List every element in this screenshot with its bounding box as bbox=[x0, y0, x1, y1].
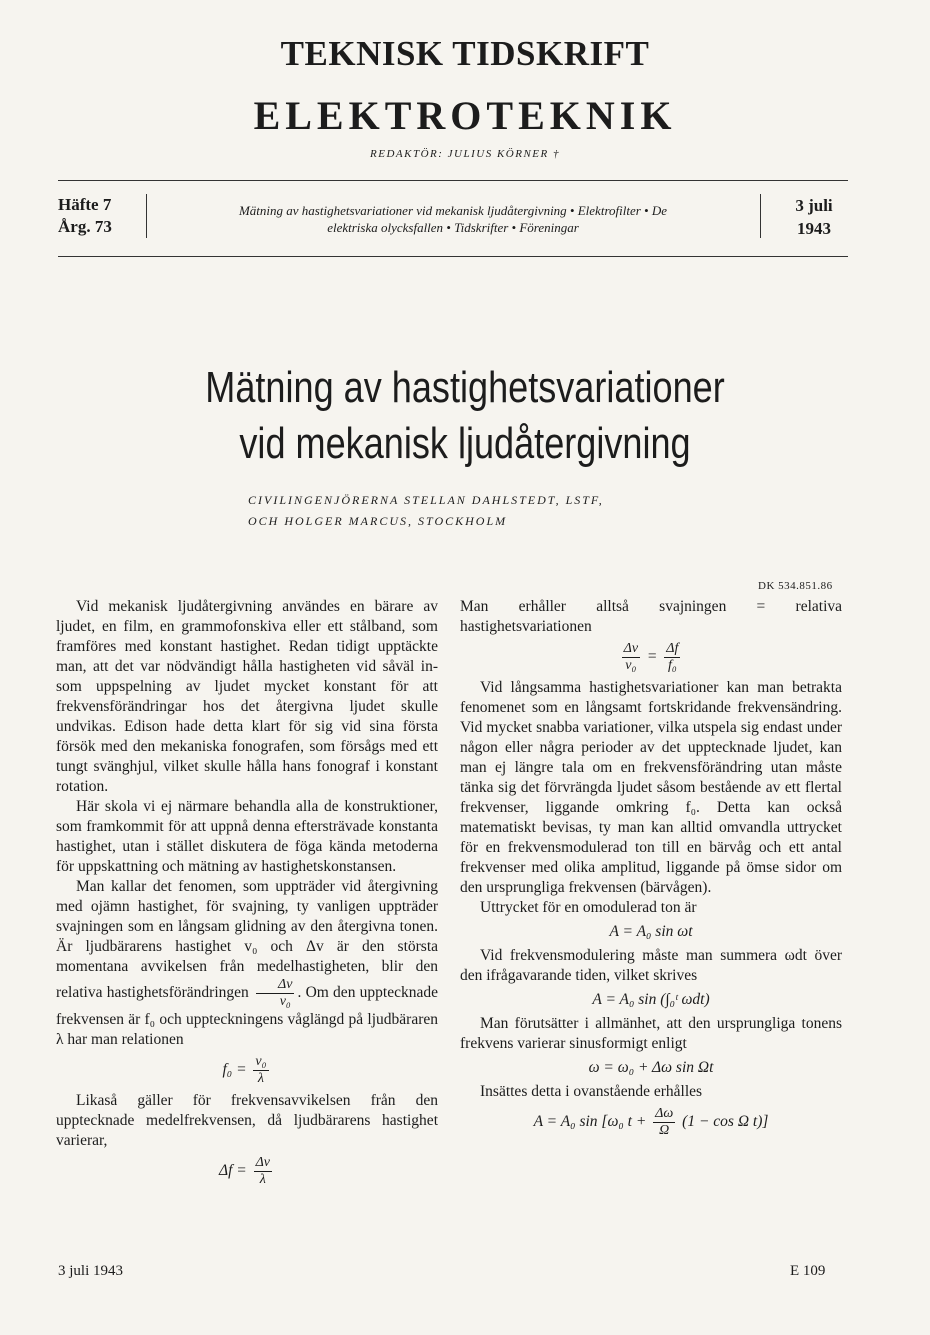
editor-line: REDAKTÖR: JULIUS KÖRNER † bbox=[370, 148, 560, 160]
paragraph-text: Man kallar det fenomen, som uppträder vid återgivning med ojämn hastighet, för svajning, ty vanligen uppträder svajningen som en långsam glidning av den återgivna tonen. Är ljudbärarens hastighet v₀ och Δv är den största momentana avvikelsen från medelhastigheten, blir den relativa hastighetsförändringen bbox=[56, 878, 438, 1002]
equation-fraction bbox=[253, 1054, 268, 1087]
paragraph: Vid frekvensmodulering måste man summera ωdt över den ifrågavarande tiden, vilket skrives bbox=[460, 947, 842, 984]
issue-contents bbox=[158, 202, 748, 236]
paragraph-text: . Om den upptecknade frekvensen är f₀ och uppteckningens våglängd på ljudbäraren λ har man relationen bbox=[56, 984, 439, 1048]
fraction-numerator: Δv bbox=[256, 977, 294, 994]
header-rule-top bbox=[58, 180, 848, 181]
inline-fraction bbox=[256, 977, 294, 1010]
divider-right bbox=[760, 194, 761, 238]
equation-fraction bbox=[254, 1155, 272, 1188]
fraction-denominator: f₀ bbox=[667, 658, 677, 673]
issue-line-1: Häfte 7 bbox=[58, 195, 112, 214]
equation: ω = ω₀ + Δω sin Ωt bbox=[588, 1059, 714, 1076]
contents-line-1: Mätning av hastighetsvariationer vid mekanisk ljudåtergivning • Elektrofilter • De bbox=[238, 203, 668, 218]
paragraph: Uttrycket för en omodulerad ton är bbox=[480, 899, 697, 916]
fraction-numerator: v₀ bbox=[255, 1054, 267, 1069]
equation bbox=[460, 1106, 842, 1139]
authors-line-2: OCH HOLGER MARCUS, STOCKHOLM bbox=[248, 514, 508, 528]
article-title bbox=[84, 360, 847, 472]
paragraph: Man förutsätter i allmänhet, att den ursprungliga tonens frekvens varierar sinusformigt enligt bbox=[460, 1015, 842, 1052]
paragraph: Vid mekanisk ljudåtergivning användes en bärare av ljudet, en film, en grammofonskiva eller ett stålband, som framföres med konstant hastighet. Redan tidigt upptäckte man, att det var nödvändigt hålla hastigheten vid såväl in- som uppspelning av ljudet mycket konstant för att frekvensförändringar hos det återgivna ljudet skulle undvikas. Edison hade detta klart för sig vid sina första försök med den mekaniska fonografen, som försågs med ett tungt svänghjul, vilket skulle hålla hans fonograf i konstant rotation. bbox=[56, 598, 438, 795]
right-column bbox=[460, 597, 842, 1143]
paragraph: Vid långsamma hastighetsvariationer kan man betrakta fenomenet som en långsamt fortskridande frekvensändring. Vid mycket snabba variationer, vilka utspela sig endast under någon eller några perioder av det upptecknade ljudet, kan man ej längre tala om en frekvensförändring utan måste tänka sig det förvrängda ljudet såsom bestående av ett flertal frekvenser, liggande omkring f₀. Detta kan också matematiskt bevisas, ty man kan alltid omvandla uttrycket för en frekvensmodulerad ton till en bärvåg och ett antal frekvenser med olika amplitud, liggande på ömse sidor om den ursprungliga frekvensen (bärvågen). bbox=[460, 679, 842, 896]
equation-fraction bbox=[664, 641, 680, 674]
fraction-numerator: Δv bbox=[255, 1155, 271, 1170]
equation-lhs: f₀ = bbox=[222, 1061, 247, 1079]
authors-line-1: CIVILINGENJÖRERNA STELLAN DAHLSTEDT, LSTF, bbox=[248, 493, 604, 507]
equation-part: (1 − cos Ω t)] bbox=[682, 1113, 769, 1131]
header-rule-bottom bbox=[58, 256, 848, 257]
divider-left bbox=[146, 194, 147, 238]
page-number: E 109 bbox=[790, 1263, 826, 1279]
journal-title: TEKNISK TIDSKRIFT bbox=[280, 34, 650, 73]
equals-sign: = bbox=[646, 648, 658, 666]
fraction-denominator: Ω bbox=[659, 1123, 670, 1138]
paragraph: Insättes detta i ovanstående erhålles bbox=[480, 1083, 703, 1100]
paragraph: Likaså gäller för frekvensavvikelsen från den upptecknade medelfrekvensen, då ljudbärarens hastighet varierar, bbox=[56, 1092, 438, 1149]
equation: A = A₀ sin (∫₀ᵗ ωdt) bbox=[592, 991, 710, 1008]
equation bbox=[56, 1155, 438, 1188]
left-column bbox=[56, 597, 438, 1192]
fraction-numerator: Δf bbox=[666, 641, 679, 656]
paragraph: Här skola vi ej närmare behandla alla de konstruktioner, som framkommit för att uppnå denna eftersträvade konstanta hastighet, utan i stället diskutera de föga kända metoderna för uppskattning och mätning av hastighetskonstansen. bbox=[56, 798, 438, 875]
equation-part: A = A₀ sin [ω₀ t + bbox=[533, 1113, 647, 1131]
contents-line-2: elektriska olycksfallen • Tidskrifter • Föreningar bbox=[327, 220, 579, 235]
article-authors bbox=[248, 490, 604, 532]
fraction-numerator: Δω bbox=[655, 1106, 674, 1121]
equation bbox=[56, 1054, 438, 1087]
dk-classification: DK 534.851.86 bbox=[758, 580, 833, 592]
section-title: ELEKTROTEKNIK bbox=[253, 93, 677, 138]
issue-number bbox=[58, 194, 112, 238]
issue-date-line-1: 3 juli bbox=[795, 196, 833, 215]
fraction-denominator: λ bbox=[259, 1172, 266, 1187]
fraction-numerator: Δv bbox=[623, 641, 639, 656]
equation bbox=[460, 641, 842, 674]
fraction-denominator: v₀ bbox=[279, 994, 291, 1009]
paragraph bbox=[56, 877, 438, 1050]
footer-date: 3 juli 1943 bbox=[58, 1263, 124, 1279]
issue-line-2: Årg. 73 bbox=[58, 217, 112, 236]
fraction-denominator: v₀ bbox=[625, 658, 637, 673]
paragraph: Man erhåller alltså svajningen = relativa hastighetsvariationen bbox=[460, 598, 842, 635]
fraction-denominator: λ bbox=[257, 1071, 264, 1086]
equation-fraction bbox=[653, 1106, 675, 1139]
equation-fraction bbox=[622, 641, 640, 674]
article-title-line-1: Mätning av hastighetsvariationer bbox=[205, 363, 725, 412]
article-title-line-2: vid mekanisk ljudåtergivning bbox=[239, 419, 691, 468]
equation: A = A₀ sin ωt bbox=[609, 923, 693, 940]
equation-lhs: Δf = bbox=[218, 1162, 247, 1180]
issue-date bbox=[770, 194, 858, 240]
issue-date-line-2: 1943 bbox=[797, 219, 831, 238]
